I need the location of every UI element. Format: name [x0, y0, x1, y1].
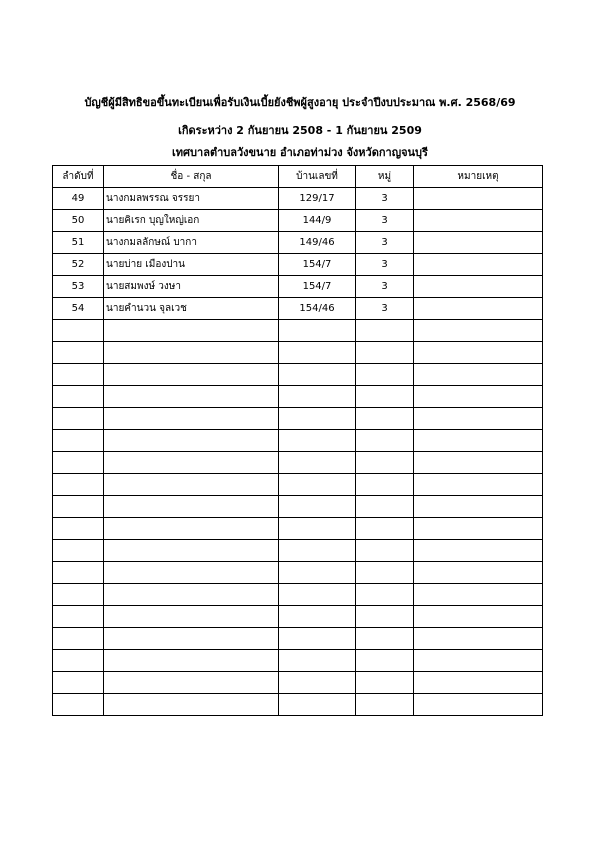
cell-house-number: 144/9 [279, 210, 356, 232]
cell-house-number [279, 694, 356, 716]
table-row [53, 210, 543, 232]
cell-no: 53 [53, 276, 104, 298]
cell-moo [356, 364, 414, 386]
cell-moo: 3 [356, 232, 414, 254]
cell-no [53, 496, 104, 518]
table-row [53, 386, 543, 408]
cell-remark [414, 188, 543, 210]
municipality-line: เทศบาลตำบลวังขนาย อำเภอท่าม่วง จังหวัดกาญจนบุรี [172, 146, 428, 159]
cell-moo [356, 452, 414, 474]
cell-moo [356, 694, 414, 716]
header-no: ลำดับที่ [53, 166, 104, 188]
table-row [53, 562, 543, 584]
cell-moo [356, 562, 414, 584]
table-row [53, 606, 543, 628]
cell-name [104, 430, 279, 452]
cell-remark [414, 298, 543, 320]
cell-house-number [279, 320, 356, 342]
cell-remark [414, 606, 543, 628]
header-house-number: บ้านเลขที่ [279, 166, 356, 188]
cell-house-number [279, 496, 356, 518]
cell-no [53, 320, 104, 342]
cell-remark [414, 430, 543, 452]
cell-name [104, 386, 279, 408]
cell-moo: 3 [356, 188, 414, 210]
cell-moo [356, 628, 414, 650]
cell-name [104, 606, 279, 628]
cell-name: นายคิเรก บุญใหญ่เอก [104, 210, 279, 232]
cell-house-number [279, 342, 356, 364]
cell-moo [356, 650, 414, 672]
cell-house-number [279, 628, 356, 650]
table-row [53, 364, 543, 386]
cell-moo [356, 408, 414, 430]
cell-no [53, 430, 104, 452]
cell-name [104, 364, 279, 386]
table-row [53, 298, 543, 320]
cell-moo: 3 [356, 298, 414, 320]
cell-house-number: 129/17 [279, 188, 356, 210]
cell-remark [414, 276, 543, 298]
table-row [53, 188, 543, 210]
cell-remark [414, 694, 543, 716]
cell-name: นายบ่าย เมืองปาน [104, 254, 279, 276]
table-row [53, 232, 543, 254]
cell-house-number [279, 430, 356, 452]
cell-name [104, 672, 279, 694]
cell-remark [414, 628, 543, 650]
cell-moo [356, 584, 414, 606]
cell-no [53, 694, 104, 716]
table-row [53, 650, 543, 672]
header-remark: หมายเหตุ [414, 166, 543, 188]
table-row [53, 452, 543, 474]
cell-house-number: 149/46 [279, 232, 356, 254]
cell-no: 50 [53, 210, 104, 232]
cell-name [104, 342, 279, 364]
registration-table [52, 165, 543, 716]
cell-remark [414, 540, 543, 562]
table-row [53, 254, 543, 276]
cell-no [53, 342, 104, 364]
cell-remark [414, 232, 543, 254]
cell-remark [414, 518, 543, 540]
table-row [53, 584, 543, 606]
cell-no [53, 540, 104, 562]
table-row [53, 276, 543, 298]
cell-remark [414, 364, 543, 386]
cell-house-number [279, 452, 356, 474]
cell-moo [356, 342, 414, 364]
birth-date-range: เกิดระหว่าง 2 กันยายน 2508 - 1 กันยายน 2509 [178, 124, 422, 137]
cell-no [53, 408, 104, 430]
cell-no [53, 518, 104, 540]
cell-no [53, 672, 104, 694]
cell-remark [414, 342, 543, 364]
cell-no: 51 [53, 232, 104, 254]
cell-remark [414, 210, 543, 232]
cell-house-number [279, 474, 356, 496]
cell-name [104, 408, 279, 430]
cell-remark [414, 562, 543, 584]
cell-moo: 3 [356, 210, 414, 232]
cell-remark [414, 584, 543, 606]
header-moo: หมู่ [356, 166, 414, 188]
table-row [53, 628, 543, 650]
cell-name [104, 562, 279, 584]
cell-moo: 3 [356, 276, 414, 298]
cell-house-number [279, 606, 356, 628]
cell-no [53, 584, 104, 606]
cell-no [53, 606, 104, 628]
cell-no [53, 562, 104, 584]
cell-moo [356, 386, 414, 408]
cell-name [104, 474, 279, 496]
cell-no [53, 650, 104, 672]
table-body [53, 188, 543, 716]
header-name: ชื่อ - สกุล [104, 166, 279, 188]
cell-house-number: 154/7 [279, 254, 356, 276]
table-row [53, 320, 543, 342]
cell-remark [414, 408, 543, 430]
cell-remark [414, 650, 543, 672]
table-row [53, 430, 543, 452]
cell-name [104, 628, 279, 650]
cell-remark [414, 672, 543, 694]
table-row [53, 672, 543, 694]
cell-no [53, 452, 104, 474]
cell-house-number: 154/7 [279, 276, 356, 298]
cell-name [104, 650, 279, 672]
table-row [53, 474, 543, 496]
cell-no [53, 628, 104, 650]
cell-name [104, 452, 279, 474]
table-row [53, 694, 543, 716]
cell-house-number [279, 650, 356, 672]
cell-remark [414, 320, 543, 342]
cell-house-number [279, 562, 356, 584]
cell-no: 52 [53, 254, 104, 276]
cell-remark [414, 496, 543, 518]
table-header-row [53, 166, 543, 188]
cell-no [53, 364, 104, 386]
cell-moo [356, 320, 414, 342]
cell-no [53, 386, 104, 408]
cell-house-number [279, 364, 356, 386]
table-row [53, 518, 543, 540]
cell-name [104, 496, 279, 518]
cell-name: นางกมลลักษณ์ บากา [104, 232, 279, 254]
cell-house-number: 154/46 [279, 298, 356, 320]
cell-no [53, 474, 104, 496]
cell-house-number [279, 386, 356, 408]
cell-remark [414, 474, 543, 496]
cell-house-number [279, 584, 356, 606]
cell-house-number [279, 518, 356, 540]
cell-name [104, 540, 279, 562]
cell-remark [414, 254, 543, 276]
document-title: บัญชีผู้มีสิทธิขอขึ้นทะเบียนเพื่อรับเงินเบี้ยยังชีพผู้สูงอายุ ประจำปีงบประมาณ พ.ศ. 2568/69 [84, 96, 516, 109]
table-row [53, 540, 543, 562]
cell-name [104, 584, 279, 606]
cell-moo [356, 430, 414, 452]
table-row [53, 342, 543, 364]
cell-no: 54 [53, 298, 104, 320]
cell-moo [356, 496, 414, 518]
cell-moo: 3 [356, 254, 414, 276]
cell-no: 49 [53, 188, 104, 210]
cell-remark [414, 452, 543, 474]
cell-moo [356, 606, 414, 628]
cell-remark [414, 386, 543, 408]
cell-house-number [279, 672, 356, 694]
cell-name [104, 694, 279, 716]
cell-name: นายสมพงษ์ วงษา [104, 276, 279, 298]
table-row [53, 408, 543, 430]
cell-name: นางกมลพรรณ จรรยา [104, 188, 279, 210]
cell-moo [356, 540, 414, 562]
table-row [53, 496, 543, 518]
cell-name: นายคำนวน จุลเวช [104, 298, 279, 320]
cell-moo [356, 474, 414, 496]
cell-name [104, 320, 279, 342]
cell-house-number [279, 408, 356, 430]
cell-moo [356, 518, 414, 540]
cell-house-number [279, 540, 356, 562]
cell-name [104, 518, 279, 540]
cell-moo [356, 672, 414, 694]
